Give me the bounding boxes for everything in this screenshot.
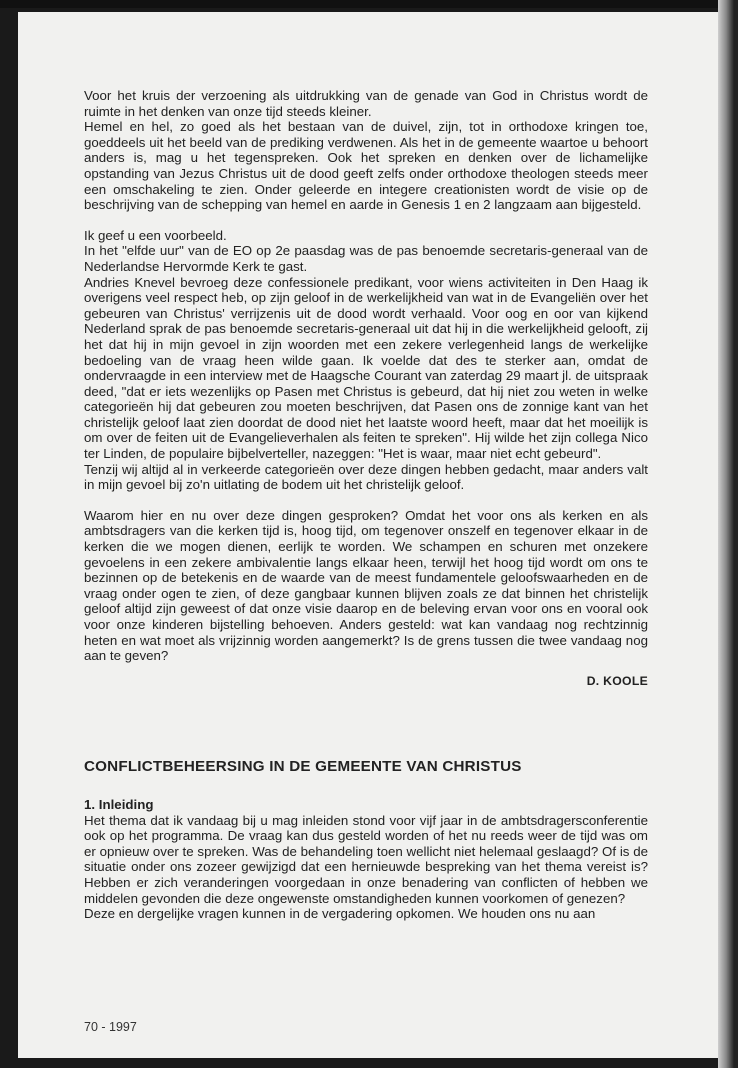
paragraph: Voor het kruis der verzoening als uitdrukking van de genade van God in Christus wordt de ruimte in het denken van onze tijd steeds kleiner. <box>84 88 648 119</box>
paragraph: Het thema dat ik vandaag bij u mag inleiden stond voor vijf jaar in de ambtsdragersconferentie ook op het programma. De vraag kan dus gesteld worden of het nu reeds weer de tijd was om er opnieuw over te spreken. Was de behandeling toen wellicht niet helemaal geslaagd? Of is de situatie onder ons zozeer gewijzigd dat een hernieuwde bespreking van het thema vereist is? Hebben er zich veranderingen voorgedaan in onze benadering van conflicten of hebben we middelen gevonden die deze ongewenste omstandigheden kunnen voorkomen of genezen? <box>84 812 648 906</box>
paragraph: Andries Knevel bevroeg deze confessionele predikant, voor wiens activiteiten in Den Haag ik overigens veel respect heb, op zijn geloof in de werkelijkheid van wat in de Evangeliën over het gebeuren van Christus' verrijzenis uit de dood wordt verhaald. Voor oog en oor van kijkend Nederland sprak de pas benoemde secretaris-generaal uit dat hij in die werkelijkheid gelooft, zij het dat hij in mijn gevoel in zijn woorden met een zekere verlegenheid langs de werkelijke bedoeling van de vraag heen wilde gaan. Ik voelde dat des te sterker aan, omdat de ondervraagde in een interview met de Haagsche Courant van zaterdag 29 maart jl. de uitspraak deed, "dat er iets wezenlijks op Pasen met Christus is gebeurd, dat hij niet zou weten in welke categorieën hij dat gebeuren zou moeten beschrijven, dat Pasen ons de zonnige kant van het christelijk geloof laat zien doordat de dood niet het laatste woord heeft, maar dat het moeilijk is om over de feiten uit de Evangelieverhalen als feiten te spreken". Hij wilde het zijn collega Nico ter Linden, de populaire bijbelverteller, nazeggen: "Het is waar, maar niet echt gebeurd". <box>84 274 648 462</box>
paragraph: Hemel en hel, zo goed als het bestaan van de duivel, zijn, tot in orthodoxe kringen toe, goeddeels uit het beeld van de prediking verdwenen. Als het in de gemeente waartoe u behoort anders is, mag u het tegenspreken. Ook het spreken en denken over de lichamelijke opstanding van Jezus Christus uit de dood geeft zelfs onder orthodoxe theologen steeds meer een omschakeling te zien. Onder geleerde en integere creationisten wordt de visie op de beschrijving van de schepping van hemel en aarde in Genesis 1 en 2 langzaam aan bijgesteld. <box>84 119 648 213</box>
scan-top-edge <box>0 0 738 8</box>
paragraph: Deze en dergelijke vragen kunnen in de vergadering opkomen. We houden ons nu aan <box>84 906 596 922</box>
paragraph: Ik geef u een voorbeeld. <box>84 227 227 243</box>
page-content <box>84 88 648 922</box>
article-title: CONFLICTBEHEERSING IN DE GEMEENTE VAN CHRISTUS <box>84 758 522 776</box>
page-folio: 70 - 1997 <box>84 1020 137 1034</box>
paragraph: Tenzij wij altijd al in verkeerde categorieën over deze dingen hebben gedacht, maar anders valt in mijn gevoel bij zo'n uitlating de bodem uit het christelijk geloof. <box>84 461 648 493</box>
scan-right-edge <box>718 0 738 1068</box>
paragraph: In het "elfde uur" van de EO op 2e paasdag was de pas benoemde secretaris-generaal van de Nederlandse Hervormde Kerk te gast. <box>84 243 648 274</box>
section-heading: 1. Inleiding <box>84 796 154 812</box>
paragraph: Waarom hier en nu over deze dingen gesproken? Omdat het voor ons als kerken en als ambtsdragers van die kerken tijd is, hoog tijd, om tegenover onszelf en tegenover elkaar in de kerken die we mogen dienen, eerlijk te worden. We schampen en schuren met onzekere gevoelens in een zekere ambivalentie langs elkaar heen, terwijl het hoog tijd wordt om ons te bezinnen op de betekenis en de waarde van de meest fundamentele geloofswaarheden en de vraag onder ogen te zien, of deze gangbaar kunnen blijven zoals ze dat binnen het christelijk geloof altijd zijn geweest of dat onze visie daarop en de beleving ervan voor ons en vooral ook voor onze kinderen bijstelling behoeven. Anders gesteld: wat kan vandaag nog rechtzinnig heten en wat moet als vrijzinnig worden aangemerkt? Is de grens tussen die twee vandaag nog aan te geven? <box>84 507 648 664</box>
author-signature: D. KOOLE <box>586 673 648 688</box>
